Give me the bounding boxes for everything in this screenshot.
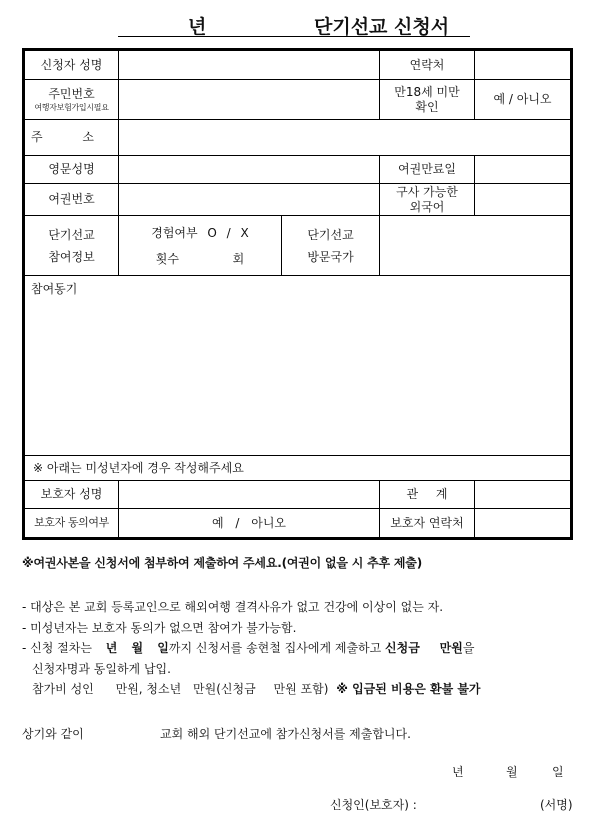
title-main: 단기선교 신청서 [314, 16, 450, 38]
signer-label: 신청인(보호자) : [330, 798, 417, 812]
guardian-consent-label: 보호자 동의여부 [24, 509, 119, 539]
mission-info-label-line1: 단기선교 [48, 227, 95, 242]
minor-check-label-line2: 확인 [415, 99, 439, 114]
resident-number-title: 주민번호 [48, 86, 95, 101]
motive-field[interactable] [24, 276, 572, 456]
passport-number-label: 여권번호 [24, 184, 119, 216]
procedure-deadline: 년 월 일 [105, 641, 169, 655]
passport-expiry-label: 여권만료일 [380, 156, 475, 184]
date-day: 일 [552, 765, 564, 779]
conditions-list [22, 597, 570, 700]
fee-deposit-included: 만원 포함) [273, 682, 329, 696]
signature-mark: (서명) [540, 798, 573, 812]
applicant-name-field[interactable] [119, 50, 380, 80]
date-year: 년 [452, 765, 464, 779]
motive-label: 참여동기 [31, 282, 78, 296]
english-name-label: 영문성명 [24, 156, 119, 184]
resident-number-label [24, 80, 119, 120]
statement-part2: 교회 해외 단기선교에 참가신청서를 제출합니다. [160, 727, 411, 741]
fee-youth: 만원, 청소년 [115, 682, 182, 696]
resident-number-field[interactable] [119, 80, 380, 120]
guardian-name-field[interactable] [119, 481, 380, 509]
condition-minor-consent: - 미성년자는 보호자 동의가 없으면 참여가 불가능함. [22, 620, 297, 635]
languages-field[interactable] [475, 184, 572, 216]
guardian-contact-field[interactable] [475, 509, 572, 539]
fee-adult: 참가비 성인 [32, 682, 94, 696]
passport-note: ※여권사본을 신청서에 첨부하여 제출하여 주세요.(여권이 없을 시 추후 제출) [22, 556, 422, 570]
guardian-consent-value[interactable] [119, 509, 380, 539]
minor-check-label-line1: 만18세 미만 [394, 84, 460, 99]
count-row [119, 246, 281, 272]
relation-field[interactable] [475, 481, 572, 509]
title-year: 년 [188, 16, 207, 38]
statement [22, 725, 411, 742]
passport-expiry-field[interactable] [475, 156, 572, 184]
refund-notice: ※ 입금된 비용은 환불 불가 [336, 682, 481, 696]
languages-label-line1: 구사 가능한 [396, 184, 458, 199]
languages-label [380, 184, 475, 216]
condition-eligibility: - 대상은 본 교회 등록교인으로 해외여행 결격사유가 없고 건강에 이상이 없는 자. [22, 600, 444, 614]
relation-label [380, 481, 475, 509]
minor-check-label [380, 80, 475, 120]
guardian-consent-text: 예 / 아니오 [211, 515, 287, 530]
mission-info-label-line2: 참여정보 [48, 249, 95, 264]
date-month: 월 [506, 765, 518, 779]
procedure-deposit-label: 신청금 [385, 641, 420, 655]
english-name-field[interactable] [119, 156, 380, 184]
guardian-name-label: 보호자 성명 [24, 481, 119, 509]
condition-fees [22, 679, 570, 700]
passport-number-field[interactable] [119, 184, 380, 216]
visited-countries-label [282, 216, 380, 276]
address-field[interactable] [119, 120, 572, 156]
address-label [24, 120, 119, 156]
minor-check-value[interactable]: 예 / 아니오 [475, 80, 572, 120]
visited-label-line2: 방문국가 [307, 249, 354, 264]
count-label: 횟수 [155, 251, 179, 266]
statement-part1: 상기와 같이 [22, 727, 84, 741]
visited-countries-field[interactable] [380, 216, 572, 276]
procedure-suffix: 을 [462, 641, 475, 655]
languages-label-line2: 외국어 [409, 199, 445, 214]
resident-number-note: 여행자보험가입시필요 [34, 102, 109, 112]
fee-deposit: 만원(신청금 [193, 682, 256, 696]
visited-label-line1: 단기선교 [307, 227, 354, 242]
contact-label: 연락처 [380, 50, 475, 80]
form-title [118, 10, 470, 37]
address-label-text: 주 소 [31, 130, 112, 144]
condition-procedure [22, 638, 570, 659]
mission-info-label [24, 216, 119, 276]
mission-experience-field[interactable] [119, 216, 282, 276]
applicant-name-label: 신청자 성명 [24, 50, 119, 80]
experience-text: 경험여부 O / X [151, 225, 249, 240]
count-unit: 회 [232, 251, 245, 266]
condition-payment-name: 신청자명과 동일하게 납입. [32, 661, 171, 676]
relation-label-text: 관 계 [406, 487, 448, 501]
procedure-intro: - 신청 절차는 [22, 641, 92, 655]
minor-note: ※ 아래는 미성년자에 경우 작성해주세요 [24, 456, 572, 481]
guardian-contact-label: 보호자 연락처 [380, 509, 475, 539]
procedure-deposit-unit: 만원 [439, 641, 463, 655]
contact-field[interactable] [475, 50, 572, 80]
application-table [22, 48, 573, 540]
procedure-submit: 까지 신청서를 송현철 집사에게 제출하고 [168, 641, 382, 655]
